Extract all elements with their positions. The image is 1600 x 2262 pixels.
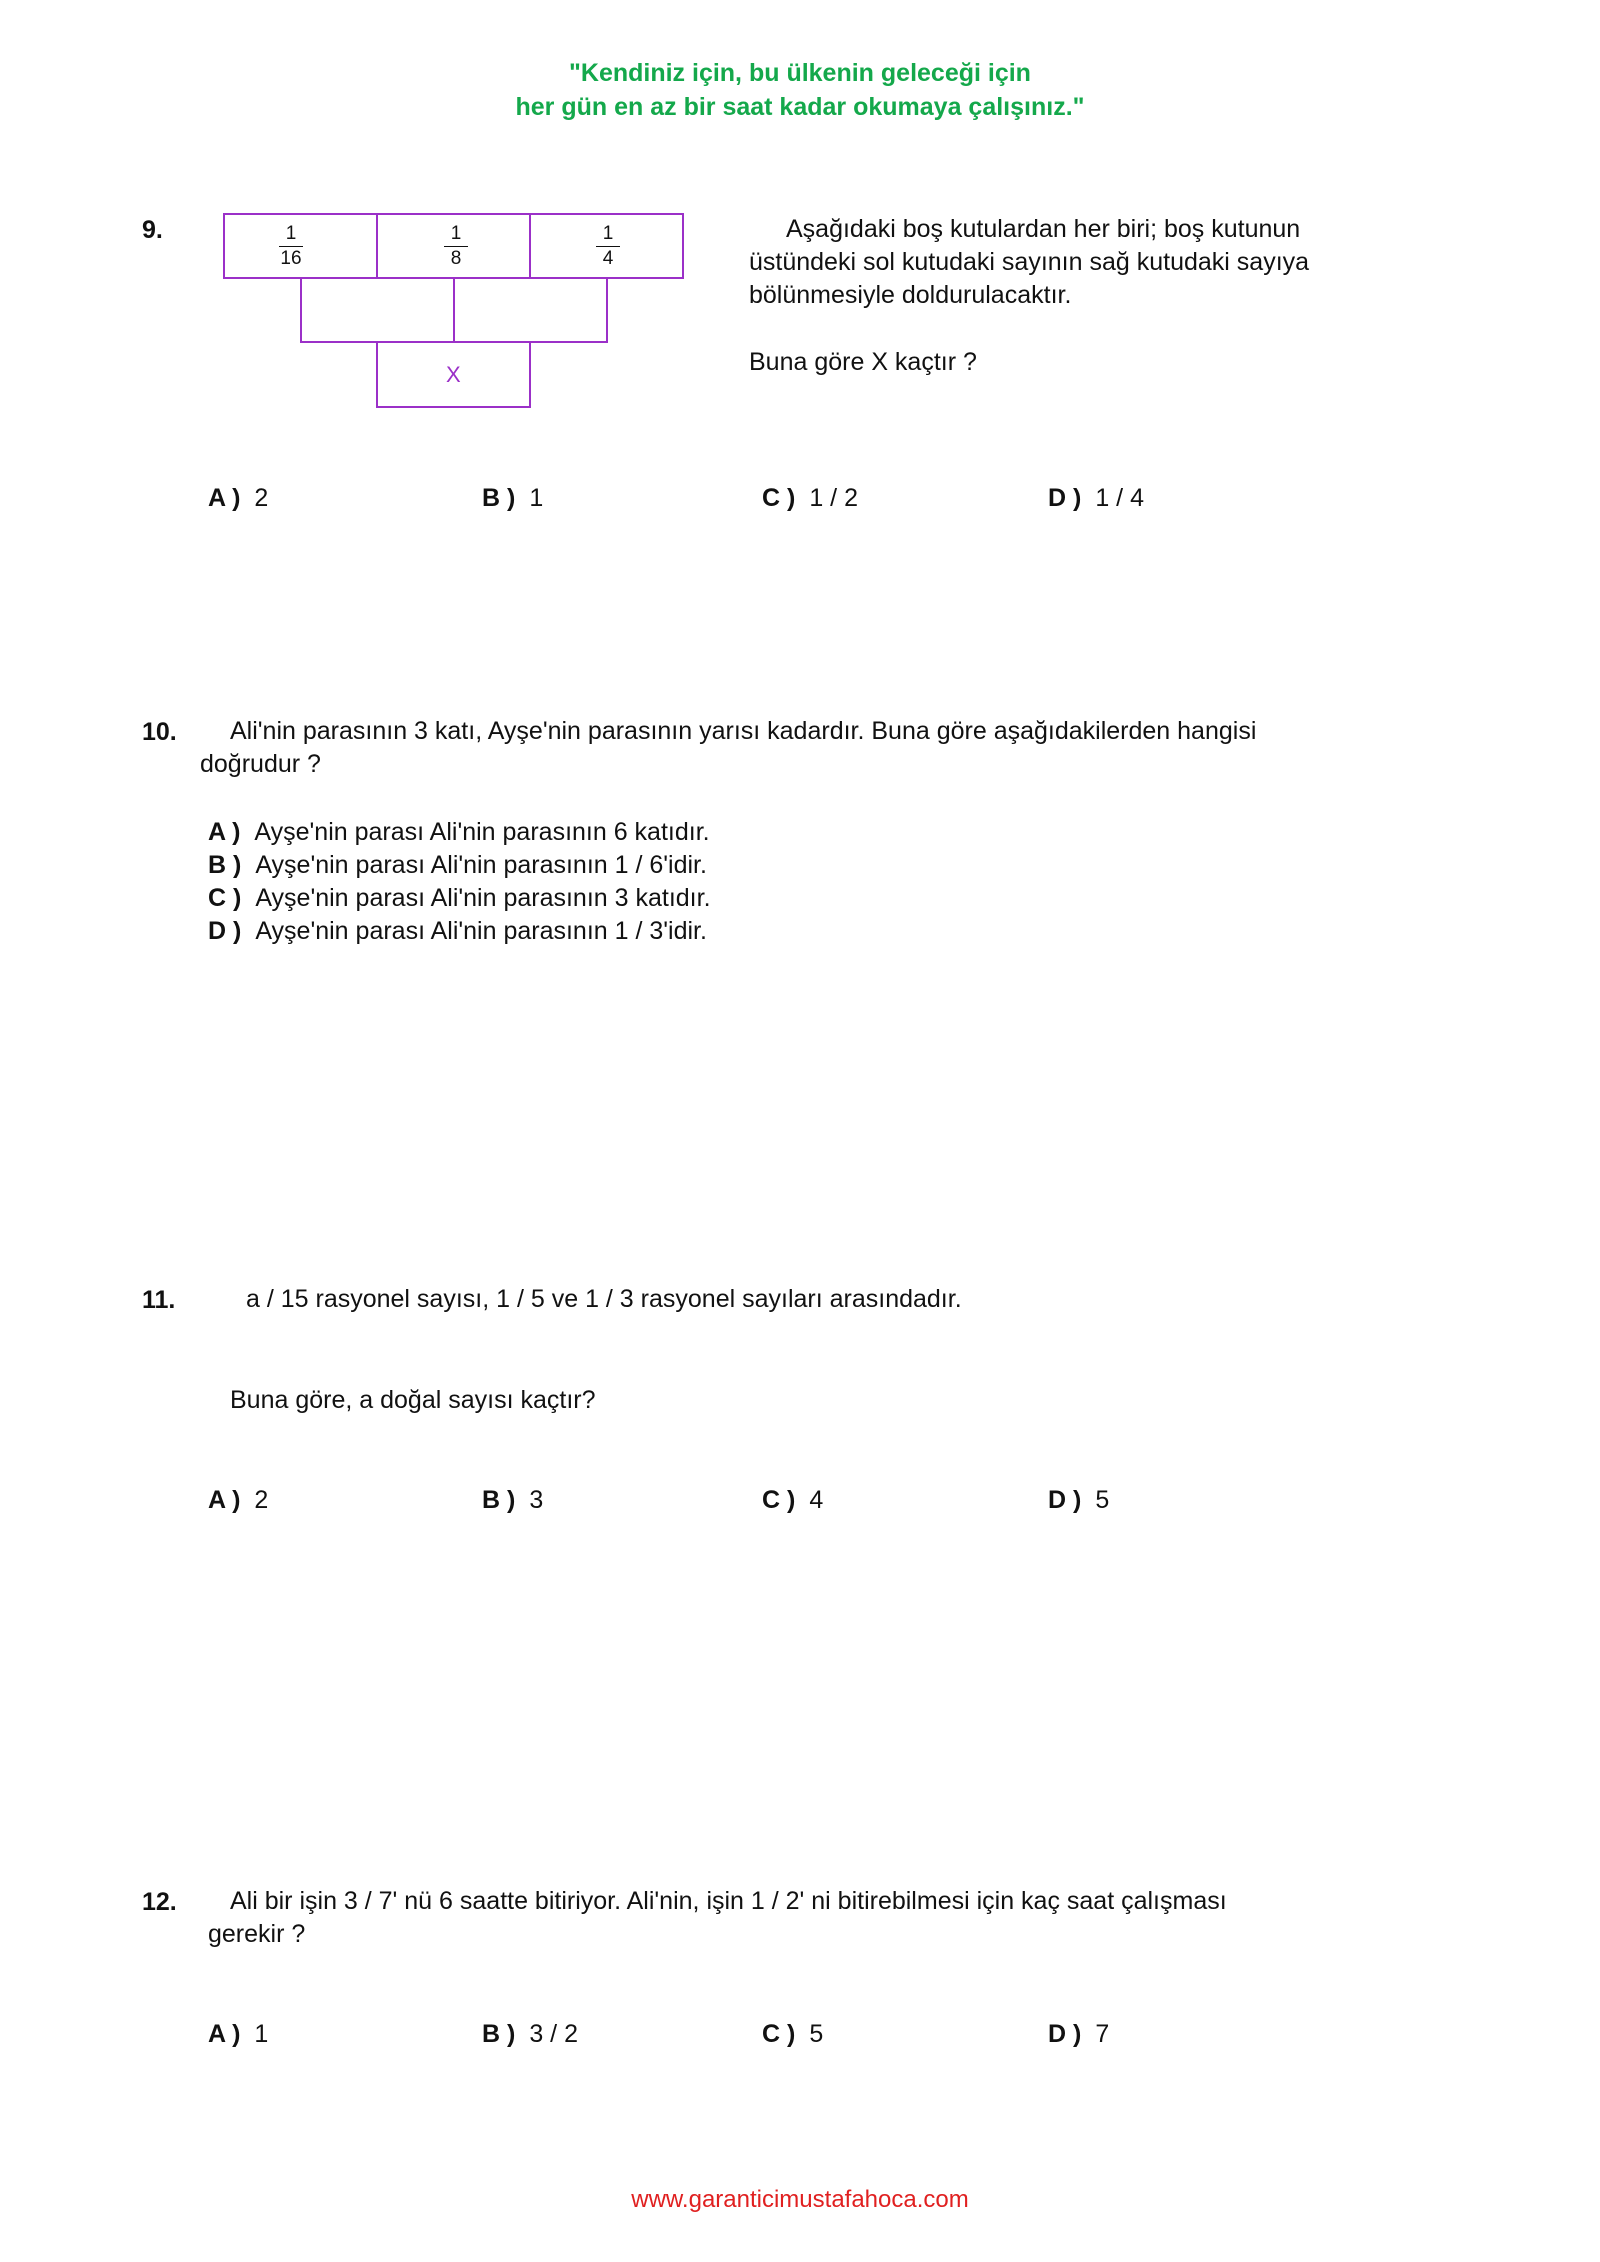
diagram-box-middle-1 (300, 277, 455, 343)
question-9-text-line-1: Aşağıdaki boş kutulardan her biri; boş kutunun (786, 215, 1301, 243)
option-value: 1 / 2 (809, 484, 858, 512)
option-label: D ) (1048, 1486, 1082, 1514)
question-9-text-line-3: bölünmesiyle doldurulacaktır. (749, 281, 1072, 309)
question-11-option-b[interactable] (482, 1486, 543, 1515)
option-value: Ayşe'nin parası Ali'nin parasının 1 / 6'idir. (255, 851, 707, 879)
option-value: 1 / 4 (1095, 484, 1144, 512)
option-label: C ) (762, 2020, 796, 2048)
option-label: A ) (208, 2020, 241, 2048)
question-11-option-c[interactable] (762, 1486, 823, 1515)
option-value: 3 / 2 (529, 2020, 578, 2048)
option-label: A ) (208, 484, 241, 512)
motto-line-2: her gün en az bir saat kadar okumaya çalışınız." (515, 93, 1085, 121)
diagram-x-label: X (446, 362, 461, 387)
option-label: D ) (1048, 484, 1082, 512)
option-label: B ) (482, 2020, 516, 2048)
fraction-denominator: 16 (280, 248, 302, 269)
question-10-option-c[interactable] (208, 884, 711, 913)
diagram-box-middle-2 (453, 277, 608, 343)
question-9-option-b[interactable] (482, 484, 543, 513)
question-11-prompt: Buna göre, a doğal sayısı kaçtır? (230, 1386, 596, 1414)
question-9-option-a[interactable] (208, 484, 268, 513)
question-9-option-d[interactable] (1048, 484, 1144, 513)
question-12-option-a[interactable] (208, 2020, 268, 2049)
fraction-numerator: 1 (285, 223, 297, 244)
question-9-text-line-2: üstündeki sol kutudaki sayının sağ kutudaki sayıya (749, 248, 1310, 276)
question-10-option-a[interactable] (208, 818, 710, 847)
question-12-number: 12. (142, 1888, 177, 1916)
option-value: 3 (529, 1486, 544, 1514)
option-value: 1 (529, 484, 544, 512)
fraction-numerator: 1 (450, 223, 462, 244)
fraction-1-16 (271, 223, 311, 270)
option-label: C ) (762, 1486, 796, 1514)
option-label: A ) (208, 818, 241, 846)
question-12-option-d[interactable] (1048, 2020, 1109, 2049)
fraction-denominator: 8 (450, 248, 462, 269)
option-label: B ) (208, 851, 242, 879)
question-9-prompt: Buna göre X kaçtır ? (749, 348, 977, 376)
question-10-text-line-2: doğrudur ? (200, 750, 321, 778)
question-9-option-c[interactable] (762, 484, 858, 513)
option-value: 1 (254, 2020, 269, 2048)
option-value: Ayşe'nin parası Ali'nin parasının 6 katıdır. (254, 818, 710, 846)
question-11-text-line-1: a / 15 rasyonel sayısı, 1 / 5 ve 1 / 3 rasyonel sayıları arasındadır. (246, 1285, 962, 1313)
option-label: C ) (208, 884, 242, 912)
footer-website-link[interactable]: www.garanticimustafahoca.com (631, 2186, 969, 2213)
option-label: C ) (762, 484, 796, 512)
question-10-number: 10. (142, 718, 177, 746)
fraction-denominator: 4 (602, 248, 614, 269)
question-11-number: 11. (142, 1286, 176, 1314)
question-10-option-d[interactable] (208, 917, 707, 946)
question-10-option-b[interactable] (208, 851, 707, 880)
fraction-1-4 (588, 223, 628, 270)
option-value: Ayşe'nin parası Ali'nin parasının 1 / 3'idir. (255, 917, 707, 945)
option-label: A ) (208, 1486, 241, 1514)
option-value: 4 (809, 1486, 824, 1514)
question-12-text-line-2: gerekir ? (208, 1920, 306, 1948)
motto-line-1: "Kendiniz için, bu ülkenin geleceği için (569, 59, 1031, 87)
option-value: Ayşe'nin parası Ali'nin parasının 3 katıdır. (255, 884, 711, 912)
option-label: B ) (482, 1486, 516, 1514)
question-10-text-line-1: Ali'nin parasının 3 katı, Ayşe'nin parasının yarısı kadardır. Buna göre aşağıdakilerden hangisi (230, 717, 1257, 745)
fraction-1-8 (436, 223, 476, 270)
option-label: B ) (482, 484, 516, 512)
option-value: 7 (1095, 2020, 1110, 2048)
option-label: D ) (1048, 2020, 1082, 2048)
question-9-number: 9. (142, 216, 163, 244)
question-12-option-b[interactable] (482, 2020, 578, 2049)
option-value: 2 (254, 1486, 269, 1514)
option-value: 5 (1095, 1486, 1110, 1514)
option-value: 2 (254, 484, 269, 512)
question-11-option-a[interactable] (208, 1486, 268, 1515)
question-12-text-line-1: Ali bir işin 3 / 7' nü 6 saatte bitiriyor. Ali'nin, işin 1 / 2' ni bitirebilmesi için kaç saat çalışması (230, 1887, 1227, 1915)
fraction-numerator: 1 (602, 223, 614, 244)
question-12-option-c[interactable] (762, 2020, 823, 2049)
option-value: 5 (809, 2020, 824, 2048)
question-11-option-d[interactable] (1048, 1486, 1109, 1515)
option-label: D ) (208, 917, 242, 945)
